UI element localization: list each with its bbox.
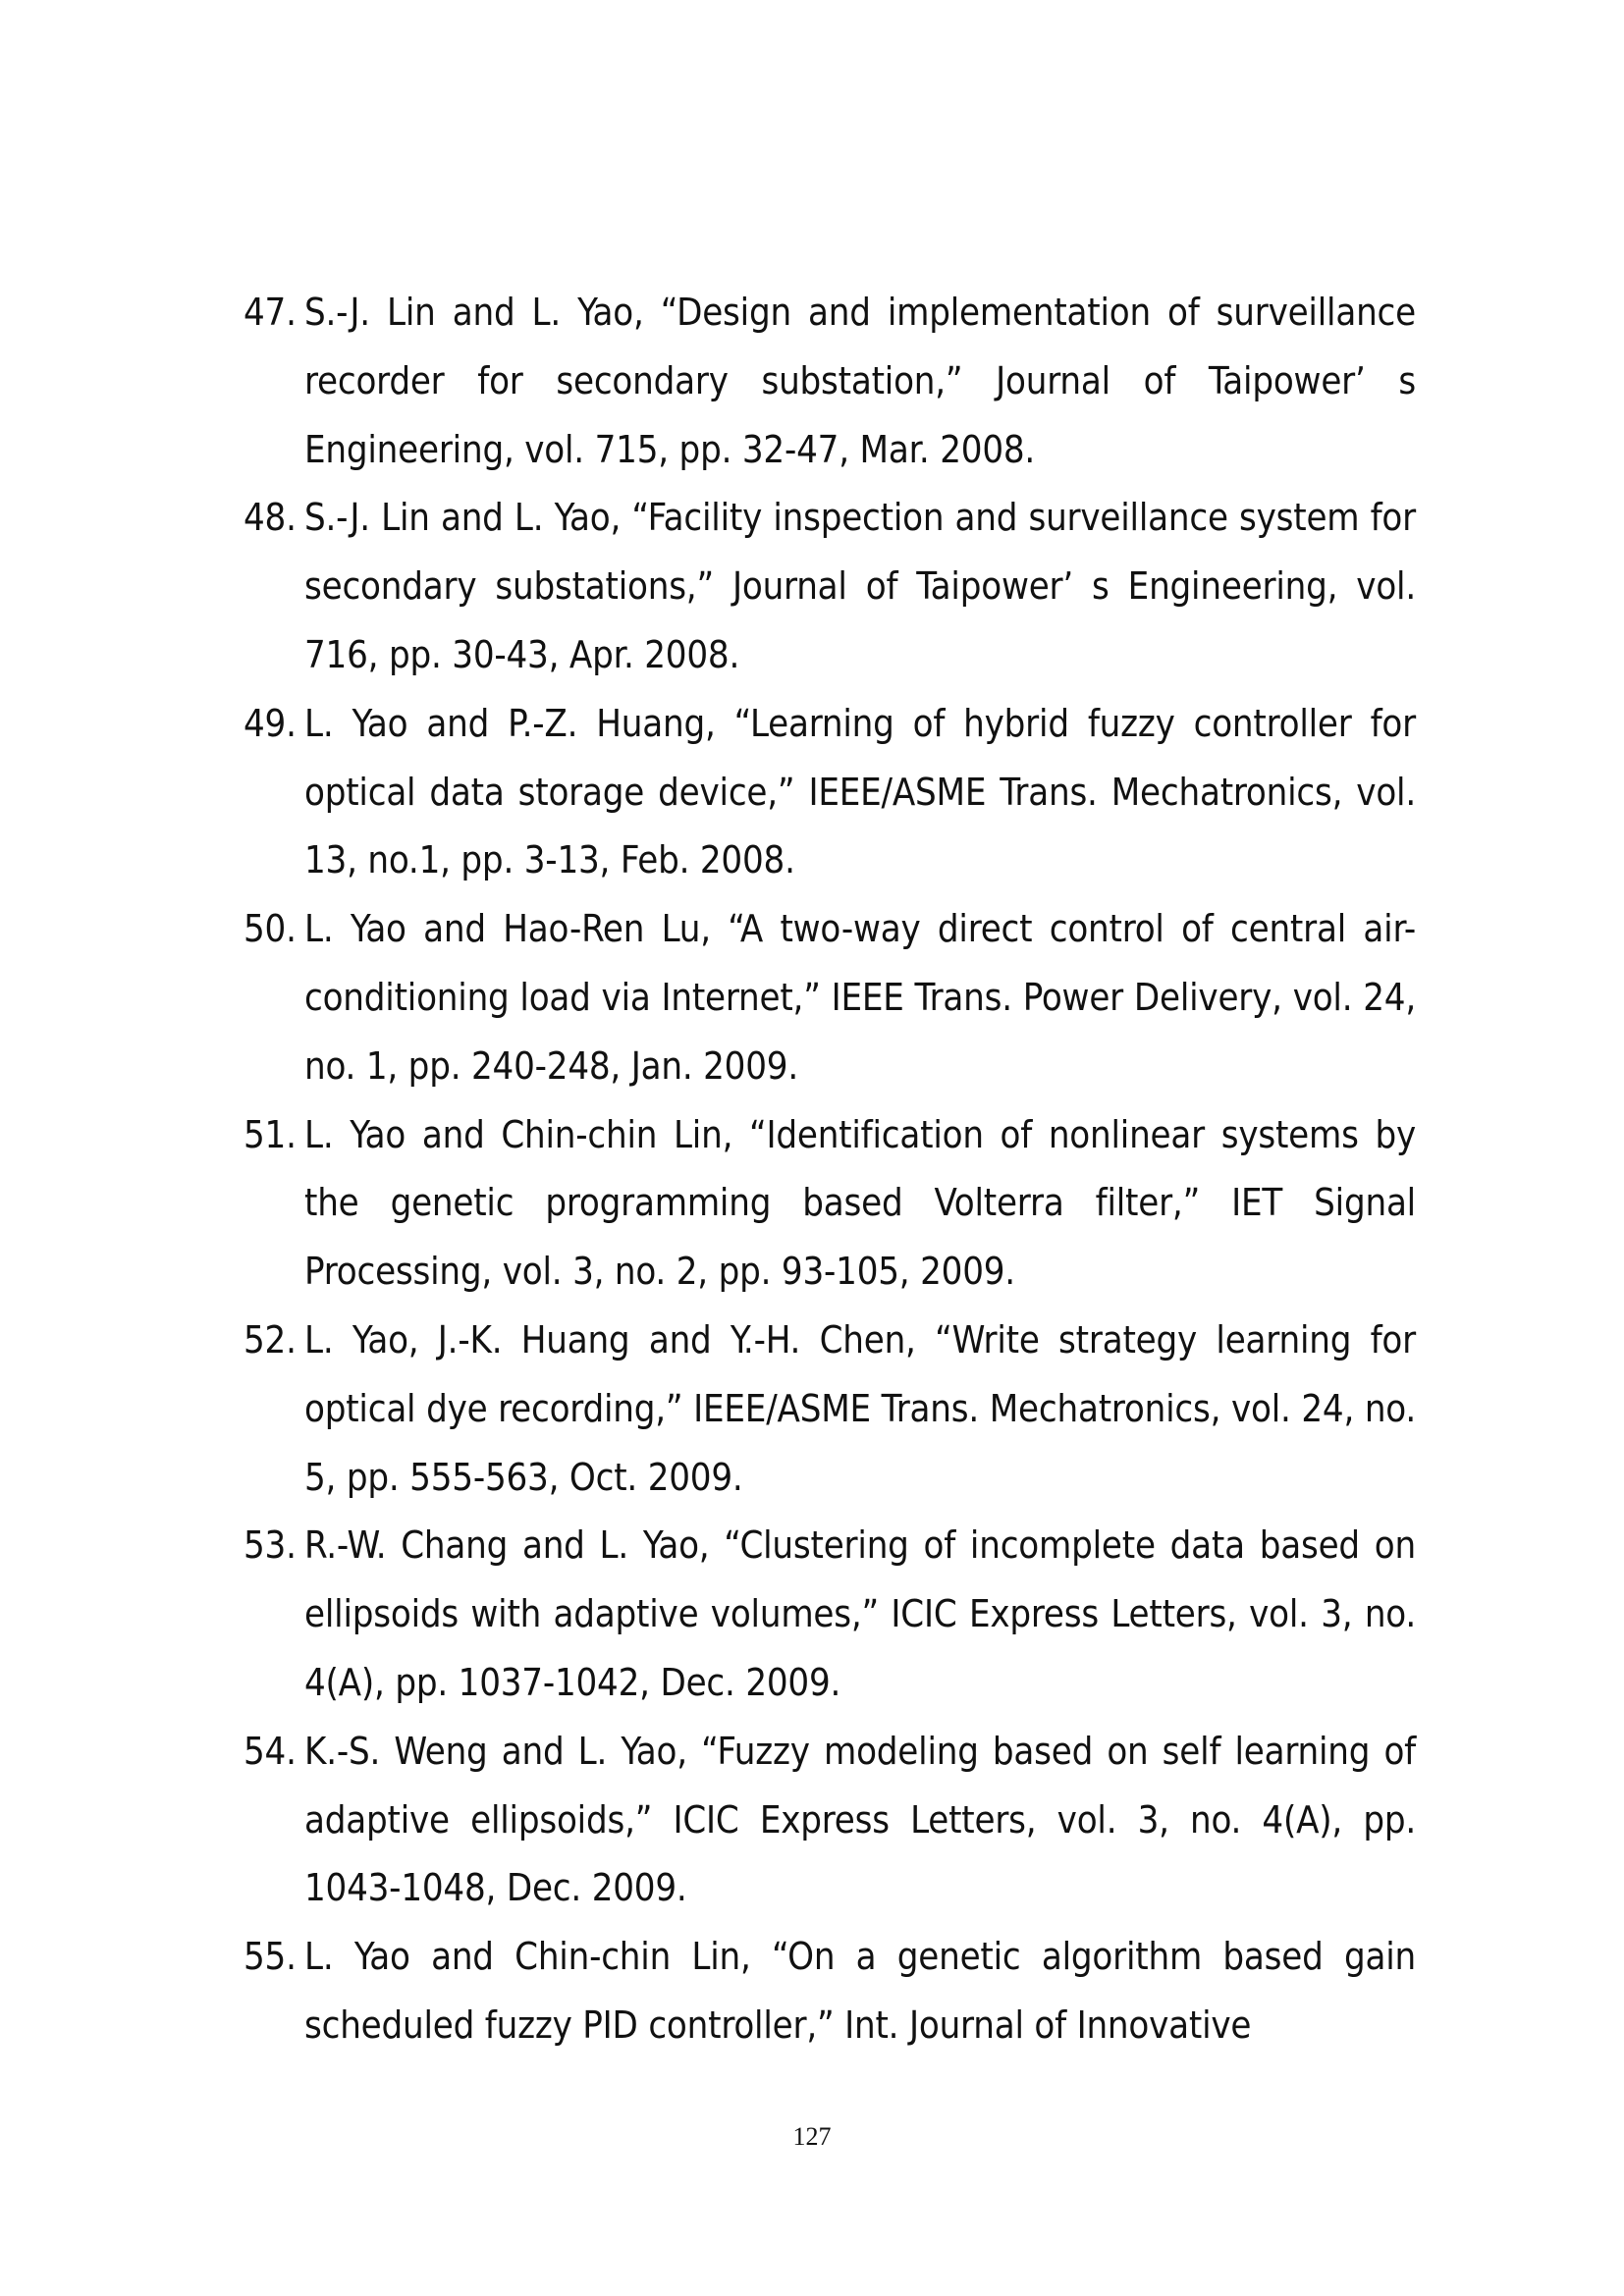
reference-text: S.-J. Lin and L. Yao, “Design and implementation of surveillance recorder for secondary substation,” Journal of Taipower’ s Engineering, vol. 715, pp. 32-47, Mar. 2008.: [304, 291, 1416, 471]
reference-number: 52.: [244, 1317, 297, 1362]
reference-item: [244, 1307, 1416, 1512]
reference-item: [244, 1512, 1416, 1717]
reference-item: [244, 1101, 1416, 1307]
reference-number: 55.: [244, 1935, 297, 1979]
reference-item: [244, 484, 1416, 689]
reference-item: [244, 279, 1416, 484]
reference-number: 50.: [244, 907, 297, 951]
reference-number: 53.: [244, 1523, 297, 1568]
reference-item: [244, 895, 1416, 1100]
reference-text: R.-W. Chang and L. Yao, “Clustering of incomplete data based on ellipsoids with adaptive volumes,” ICIC Express Letters, vol. 3, no. 4(A), pp. 1037-1042, Dec. 2009.: [304, 1523, 1416, 1704]
reference-text: L. Yao and Hao-Ren Lu, “A two-way direct control of central air-conditioning load via Internet,” IEEE Trans. Power Delivery, vol. 24, no. 1, pp. 240-248, Jan. 2009.: [304, 907, 1416, 1088]
reference-number: 48.: [244, 496, 297, 540]
reference-number: 49.: [244, 701, 297, 745]
reference-item: [244, 690, 1416, 895]
reference-text: L. Yao and Chin-chin Lin, “On a genetic algorithm based gain scheduled fuzzy PID controller,” Int. Journal of Innovative: [304, 1935, 1416, 2047]
reference-text: S.-J. Lin and L. Yao, “Facility inspection and surveillance system for secondary substations,” Journal of Taipower’ s Engineering, vol. 716, pp. 30-43, Apr. 2008.: [304, 496, 1416, 676]
reference-number: 54.: [244, 1729, 297, 1773]
reference-text: L. Yao, J.-K. Huang and Y.-H. Chen, “Write strategy learning for optical dye recording,” IEEE/ASME Trans. Mechatronics, vol. 24, no. 5, pp. 555-563, Oct. 2009.: [304, 1317, 1416, 1499]
reference-item: [244, 1923, 1416, 2060]
reference-number: 51.: [244, 1112, 297, 1156]
reference-text: L. Yao and Chin-chin Lin, “Identification of nonlinear systems by the genetic programming based Volterra filter,” IET Signal Processing, vol. 3, no. 2, pp. 93-105, 2009.: [304, 1112, 1416, 1294]
reference-item: [244, 1718, 1416, 1923]
page-number: 127: [792, 2122, 832, 2151]
reference-list: [244, 279, 1416, 2060]
reference-text: L. Yao and P.-Z. Huang, “Learning of hybrid fuzzy controller for optical data storage device,” IEEE/ASME Trans. Mechatronics, vol. 13, no.1, pp. 3-13, Feb. 2008.: [304, 701, 1416, 882]
reference-text: K.-S. Weng and L. Yao, “Fuzzy modeling based on self learning of adaptive ellipsoids,” ICIC Express Letters, vol. 3, no. 4(A), pp. 1043-1048, Dec. 2009.: [304, 1729, 1416, 1910]
reference-number: 47.: [244, 291, 297, 334]
